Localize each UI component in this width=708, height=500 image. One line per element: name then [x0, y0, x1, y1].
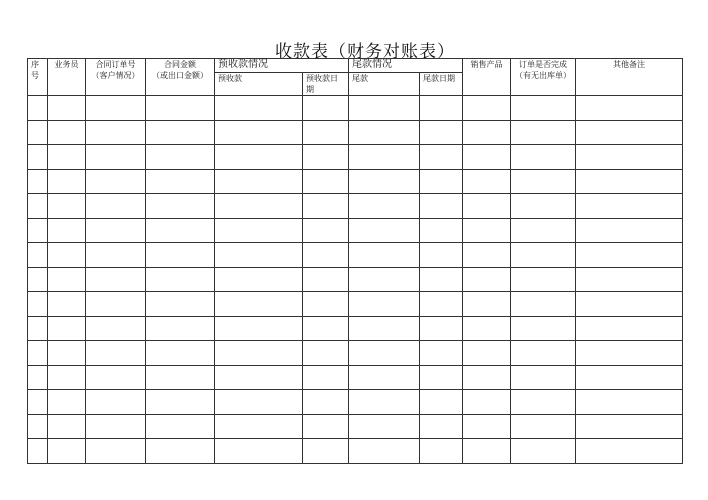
- table-cell[interactable]: [48, 365, 86, 390]
- header-remarks: [576, 59, 683, 96]
- receipt-ledger-table: [27, 58, 683, 464]
- table-cell[interactable]: [349, 267, 420, 292]
- table-cell[interactable]: [511, 439, 576, 464]
- header-contract-no-sub: （客户情况）: [91, 71, 140, 80]
- header-product: [463, 59, 511, 96]
- header-contract-amount-sub: （或出口金额）: [152, 71, 208, 80]
- header-contract-amount-label: 合同金额: [164, 60, 196, 69]
- table-cell[interactable]: [349, 243, 420, 268]
- table-cell[interactable]: [215, 365, 303, 390]
- table-cell[interactable]: [420, 218, 463, 243]
- table-cell[interactable]: [463, 414, 511, 439]
- table-cell[interactable]: [576, 292, 683, 317]
- table-cell[interactable]: [420, 120, 463, 145]
- table-cell[interactable]: [511, 96, 576, 121]
- table-cell[interactable]: [511, 120, 576, 145]
- table-cell[interactable]: [576, 414, 683, 439]
- table-cell[interactable]: [420, 292, 463, 317]
- table-cell[interactable]: [511, 292, 576, 317]
- header-balance-group: [349, 59, 463, 73]
- table-cell[interactable]: [86, 218, 146, 243]
- table-cell[interactable]: [576, 145, 683, 170]
- table-cell[interactable]: [511, 145, 576, 170]
- table-row: [28, 145, 683, 170]
- table-cell[interactable]: [511, 169, 576, 194]
- table-cell[interactable]: [511, 243, 576, 268]
- header-advance-label: 预收款: [218, 74, 242, 83]
- header-advance: [215, 73, 303, 96]
- table-cell[interactable]: [349, 439, 420, 464]
- table-cell[interactable]: [420, 267, 463, 292]
- table-cell[interactable]: [28, 414, 48, 439]
- table-row: [28, 292, 683, 317]
- table-cell[interactable]: [303, 341, 349, 366]
- table-cell[interactable]: [576, 169, 683, 194]
- table-cell[interactable]: [511, 218, 576, 243]
- table-cell[interactable]: [48, 267, 86, 292]
- table-cell[interactable]: [349, 341, 420, 366]
- table-cell[interactable]: [420, 390, 463, 415]
- table-cell[interactable]: [28, 292, 48, 317]
- table-cell[interactable]: [48, 243, 86, 268]
- table-cell[interactable]: [146, 145, 215, 170]
- table-cell[interactable]: [303, 292, 349, 317]
- header-seq-line1: 序: [31, 60, 39, 69]
- table-row: [28, 169, 683, 194]
- header-order-complete-sub: （有无出库单）: [515, 71, 571, 80]
- table-cell[interactable]: [48, 169, 86, 194]
- header-balance-group-label: 尾款情况: [352, 59, 392, 70]
- table-cell[interactable]: [86, 243, 146, 268]
- table-cell[interactable]: [215, 169, 303, 194]
- table-cell[interactable]: [48, 120, 86, 145]
- table-cell[interactable]: [146, 292, 215, 317]
- table-cell[interactable]: [146, 341, 215, 366]
- table-cell[interactable]: [86, 145, 146, 170]
- table-row: [28, 267, 683, 292]
- table-cell[interactable]: [28, 96, 48, 121]
- table-cell[interactable]: [48, 96, 86, 121]
- table-cell[interactable]: [215, 390, 303, 415]
- table-cell[interactable]: [146, 120, 215, 145]
- table-cell[interactable]: [463, 316, 511, 341]
- table-cell[interactable]: [215, 194, 303, 219]
- table-cell[interactable]: [420, 145, 463, 170]
- table-cell[interactable]: [576, 96, 683, 121]
- table-cell[interactable]: [215, 243, 303, 268]
- table-cell[interactable]: [349, 292, 420, 317]
- table-row: [28, 194, 683, 219]
- table-cell[interactable]: [463, 218, 511, 243]
- table-cell[interactable]: [349, 194, 420, 219]
- table-row: [28, 390, 683, 415]
- table-cell[interactable]: [28, 439, 48, 464]
- table-cell[interactable]: [303, 194, 349, 219]
- table-row: [28, 365, 683, 390]
- header-contract-no: [86, 59, 146, 96]
- table-cell[interactable]: [511, 365, 576, 390]
- table-cell[interactable]: [48, 218, 86, 243]
- table-cell[interactable]: [349, 414, 420, 439]
- table-cell[interactable]: [146, 267, 215, 292]
- table-cell[interactable]: [86, 316, 146, 341]
- table-cell[interactable]: [463, 292, 511, 317]
- table-cell[interactable]: [146, 414, 215, 439]
- table-cell[interactable]: [48, 316, 86, 341]
- table-cell[interactable]: [86, 194, 146, 219]
- table-cell[interactable]: [576, 194, 683, 219]
- table-cell[interactable]: [463, 267, 511, 292]
- header-balance-date-label: 尾款日期: [423, 74, 455, 83]
- header-order-complete-label: 订单是否完成: [519, 60, 567, 69]
- table-cell[interactable]: [576, 316, 683, 341]
- table-cell[interactable]: [28, 341, 48, 366]
- table-cell[interactable]: [576, 365, 683, 390]
- table-cell[interactable]: [576, 390, 683, 415]
- table-cell[interactable]: [215, 414, 303, 439]
- table-cell[interactable]: [349, 316, 420, 341]
- table-cell[interactable]: [146, 316, 215, 341]
- table-cell[interactable]: [511, 316, 576, 341]
- header-seq-line2: 号: [31, 71, 39, 80]
- header-advance-group-label: 预收款情况: [218, 59, 268, 70]
- table-cell[interactable]: [215, 218, 303, 243]
- table-cell[interactable]: [86, 341, 146, 366]
- table-cell[interactable]: [303, 218, 349, 243]
- table-cell[interactable]: [463, 120, 511, 145]
- table-cell[interactable]: [303, 145, 349, 170]
- table-cell[interactable]: [28, 243, 48, 268]
- table-cell[interactable]: [86, 439, 146, 464]
- table-cell[interactable]: [349, 218, 420, 243]
- table-cell[interactable]: [28, 169, 48, 194]
- header-contract-amount: [146, 59, 215, 96]
- table-cell[interactable]: [303, 316, 349, 341]
- table-cell[interactable]: [146, 390, 215, 415]
- table-cell[interactable]: [28, 316, 48, 341]
- header-product-label: 销售产品: [470, 60, 503, 69]
- table-cell[interactable]: [463, 439, 511, 464]
- table-cell[interactable]: [48, 390, 86, 415]
- table-row: [28, 439, 683, 464]
- table-cell[interactable]: [146, 169, 215, 194]
- table-row: [28, 96, 683, 121]
- header-row-1: [28, 59, 683, 73]
- table-cell[interactable]: [420, 365, 463, 390]
- table-cell[interactable]: [86, 414, 146, 439]
- table-cell[interactable]: [215, 439, 303, 464]
- table-cell[interactable]: [303, 169, 349, 194]
- table-cell[interactable]: [463, 96, 511, 121]
- table-cell[interactable]: [463, 169, 511, 194]
- table-cell[interactable]: [349, 96, 420, 121]
- table-cell[interactable]: [303, 439, 349, 464]
- header-salesperson-label: 业务员: [54, 60, 79, 69]
- table-cell[interactable]: [303, 365, 349, 390]
- table-cell[interactable]: [215, 292, 303, 317]
- table-cell[interactable]: [463, 365, 511, 390]
- table-cell[interactable]: [463, 341, 511, 366]
- table-cell[interactable]: [215, 316, 303, 341]
- table-cell[interactable]: [576, 439, 683, 464]
- table-cell[interactable]: [511, 390, 576, 415]
- header-contract-no-label: 合同订单号: [95, 60, 136, 69]
- table-cell[interactable]: [349, 365, 420, 390]
- table-cell[interactable]: [303, 390, 349, 415]
- table-cell[interactable]: [48, 145, 86, 170]
- table-cell[interactable]: [146, 439, 215, 464]
- table-cell[interactable]: [420, 414, 463, 439]
- table-cell[interactable]: [463, 390, 511, 415]
- table-row: [28, 218, 683, 243]
- table-cell[interactable]: [349, 145, 420, 170]
- table-row: [28, 341, 683, 366]
- table-cell[interactable]: [576, 120, 683, 145]
- table-cell[interactable]: [146, 194, 215, 219]
- table-cell[interactable]: [303, 120, 349, 145]
- table-cell[interactable]: [48, 414, 86, 439]
- header-advance-date: [303, 73, 349, 96]
- header-balance-label: 尾款: [352, 74, 368, 83]
- header-salesperson: [48, 59, 86, 96]
- table-cell[interactable]: [463, 243, 511, 268]
- table-cell[interactable]: [511, 194, 576, 219]
- table-cell[interactable]: [28, 218, 48, 243]
- table-cell[interactable]: [28, 145, 48, 170]
- table-cell[interactable]: [576, 341, 683, 366]
- header-remarks-label: 其他备注: [613, 60, 645, 69]
- table-cell[interactable]: [420, 194, 463, 219]
- table-cell[interactable]: [463, 194, 511, 219]
- table-cell[interactable]: [420, 169, 463, 194]
- table-cell[interactable]: [511, 341, 576, 366]
- table-cell[interactable]: [511, 267, 576, 292]
- table-cell[interactable]: [215, 341, 303, 366]
- table-cell[interactable]: [86, 96, 146, 121]
- table-cell[interactable]: [420, 243, 463, 268]
- table-cell[interactable]: [420, 439, 463, 464]
- table-cell[interactable]: [215, 120, 303, 145]
- table-cell[interactable]: [86, 169, 146, 194]
- table-cell[interactable]: [146, 365, 215, 390]
- table-cell[interactable]: [28, 365, 48, 390]
- table-cell[interactable]: [576, 267, 683, 292]
- ledger-body: [28, 96, 683, 464]
- table-row: [28, 316, 683, 341]
- table-cell[interactable]: [303, 414, 349, 439]
- table-cell[interactable]: [463, 145, 511, 170]
- table-cell[interactable]: [86, 267, 146, 292]
- table-cell[interactable]: [86, 120, 146, 145]
- table-cell[interactable]: [28, 390, 48, 415]
- table-cell[interactable]: [349, 169, 420, 194]
- table-cell[interactable]: [86, 365, 146, 390]
- table-cell[interactable]: [303, 96, 349, 121]
- table-cell[interactable]: [28, 194, 48, 219]
- header-advance-date-label: 预收款日期: [306, 74, 338, 94]
- header-order-complete: [511, 59, 576, 96]
- table-row: [28, 120, 683, 145]
- table-cell[interactable]: [48, 439, 86, 464]
- table-cell[interactable]: [146, 218, 215, 243]
- table-cell[interactable]: [349, 120, 420, 145]
- header-balance: [349, 73, 420, 96]
- table-cell[interactable]: [420, 316, 463, 341]
- table-cell[interactable]: [511, 414, 576, 439]
- table-cell[interactable]: [576, 218, 683, 243]
- table-cell[interactable]: [48, 341, 86, 366]
- table-cell[interactable]: [146, 243, 215, 268]
- table-cell[interactable]: [146, 96, 215, 121]
- table-cell[interactable]: [215, 96, 303, 121]
- table-cell[interactable]: [28, 120, 48, 145]
- table-cell[interactable]: [28, 267, 48, 292]
- table-cell[interactable]: [86, 390, 146, 415]
- table-row: [28, 243, 683, 268]
- header-seq: [28, 59, 48, 96]
- table-cell[interactable]: [215, 267, 303, 292]
- table-cell[interactable]: [48, 292, 86, 317]
- table-cell[interactable]: [215, 145, 303, 170]
- table-cell[interactable]: [576, 243, 683, 268]
- table-cell[interactable]: [48, 194, 86, 219]
- page-title-text: 收款表（财务对账表）: [275, 42, 455, 62]
- header-balance-date: [420, 73, 463, 96]
- table-cell[interactable]: [303, 267, 349, 292]
- table-cell[interactable]: [303, 243, 349, 268]
- table-cell[interactable]: [349, 390, 420, 415]
- header-advance-group: [215, 59, 349, 73]
- table-cell[interactable]: [420, 96, 463, 121]
- table-cell[interactable]: [86, 292, 146, 317]
- table-cell[interactable]: [420, 341, 463, 366]
- table-row: [28, 414, 683, 439]
